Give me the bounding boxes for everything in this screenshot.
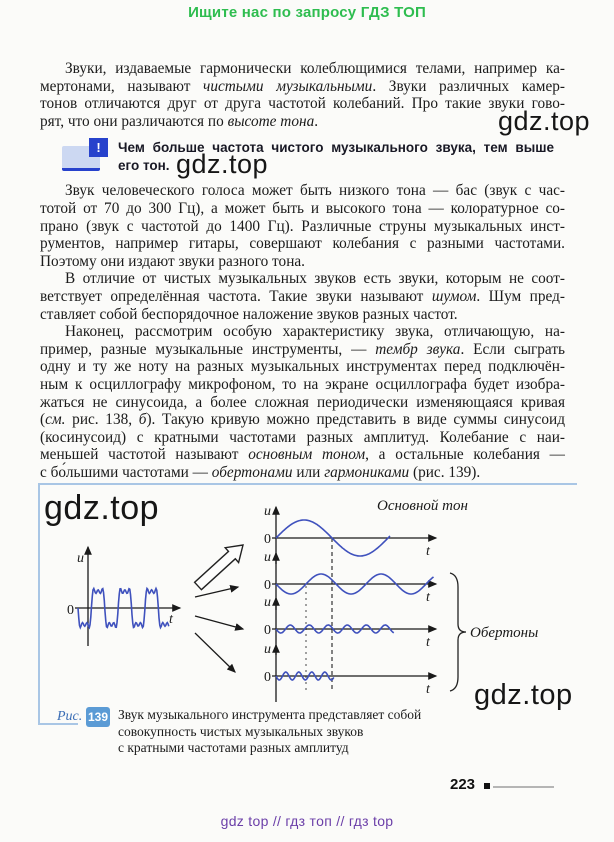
figure-139 bbox=[38, 483, 577, 773]
axis-u-label: u bbox=[77, 551, 84, 566]
header-promo-text: Ищите нас по запросу ГДЗ ТОП bbox=[188, 4, 426, 21]
overtones-brace bbox=[450, 573, 466, 691]
text-line: с бо́льшими частотами — обертонами или гармониками (рис. 139). bbox=[40, 463, 481, 481]
axis-zero-label: 0 bbox=[264, 532, 271, 547]
text-line: В отличие от чистых музыкальных звуков есть звуки, которым не соот- bbox=[65, 270, 565, 288]
source-plot bbox=[67, 547, 180, 646]
text-line: с кратными частотами разных амплитуд bbox=[118, 740, 349, 755]
figure-number-badge: 139 bbox=[86, 707, 110, 727]
text-line: ветствует определённая частота. Такие звуки называют шумом. Шум пред- bbox=[40, 287, 565, 305]
big-arrow-icon bbox=[195, 545, 243, 590]
figure-caption bbox=[57, 707, 567, 757]
arrow-icon bbox=[195, 633, 235, 672]
text-line: его тон. bbox=[118, 158, 170, 174]
text-line: Звук музыкального инструмента представляет собой bbox=[118, 707, 422, 722]
paragraph bbox=[40, 270, 565, 323]
text-line: (косинусоид) с кратными частотами разных амплитуд. Колебание с наи- bbox=[40, 428, 565, 446]
axis-zero-label: 0 bbox=[264, 670, 271, 685]
axis-u-label: u bbox=[264, 595, 271, 610]
figure-label: Рис. bbox=[57, 709, 83, 724]
text-line: пример, разные музыкальные инструменты, — тембр звука. Если сыграть bbox=[40, 340, 565, 358]
harmonic-plot-2 bbox=[264, 550, 436, 610]
text-line: Наконец, рассмотрим особую характеристику звука, отличающую, на- bbox=[65, 323, 565, 341]
axis-t-label: t bbox=[426, 590, 430, 605]
text-line: Звуки, издаваемые гармонически колеблющимися телами, например ка- bbox=[65, 60, 565, 77]
text-line: Чем больше частота чистого музыкального звука, тем выше bbox=[118, 140, 554, 156]
page-number-rule bbox=[493, 786, 554, 788]
note-box bbox=[40, 139, 565, 175]
paragraph bbox=[40, 182, 565, 270]
body-text bbox=[40, 60, 565, 481]
text-line: тонов отличаются друг от друга частотой колебаний. Про такие звуки гово- bbox=[40, 95, 565, 113]
watermark: gdz.top bbox=[176, 149, 269, 179]
axis-t-label: t bbox=[169, 612, 173, 627]
figure-caption-text bbox=[118, 707, 567, 757]
paragraph bbox=[40, 323, 565, 481]
harmonic-plot-4 bbox=[264, 642, 436, 702]
watermark: gdz.top bbox=[44, 489, 160, 527]
page-number: 223 bbox=[450, 776, 476, 793]
harmonic-plot-3 bbox=[264, 595, 436, 655]
axis-zero-label: 0 bbox=[264, 623, 271, 638]
text-line: прано (звук с частотой до 1400 Гц). Различные струны музыкальных инст- bbox=[40, 217, 565, 235]
text-line: рят, что они различаются по высоте тона. bbox=[40, 112, 319, 130]
axis-t-label: t bbox=[426, 635, 430, 650]
text-line: (см. рис. 138, б). Такую кривую можно представить в виде суммы синусоид bbox=[40, 411, 565, 429]
axis-u-label: u bbox=[264, 504, 271, 519]
axis-zero-label: 0 bbox=[264, 578, 271, 593]
text-line: рументов, например гитары, совершают колебания с разными частотами. bbox=[40, 235, 565, 253]
axis-zero-label: 0 bbox=[67, 603, 74, 618]
watermark: gdz.top bbox=[474, 679, 573, 711]
axis-t-label: t bbox=[426, 682, 430, 697]
overtones-label: Обертоны bbox=[470, 625, 539, 641]
text-line: совокупность чистых музыкальных звуков bbox=[118, 723, 364, 739]
waveform-diagram bbox=[38, 483, 577, 713]
axis-u-label: u bbox=[264, 550, 271, 565]
text-line: жаться не синусоида, а более сложная периодически изменяющаяся кривая bbox=[40, 393, 565, 411]
arrow-icon bbox=[195, 616, 243, 629]
text-line: ным к осциллографу микрофоном, то на экране осциллографа будет изобра- bbox=[40, 375, 565, 393]
text-line: Поэтому они издают звуки разного тона. bbox=[40, 252, 305, 270]
watermark: gdz.top bbox=[498, 106, 591, 136]
text-line: меньшей частотой называют основным тоном, а остальные колебания — bbox=[40, 446, 565, 464]
text-line: Звук человеческого голоса может быть низкого тона — бас (звук с час- bbox=[65, 182, 565, 200]
page-number-marker bbox=[484, 783, 490, 789]
note-text bbox=[118, 139, 554, 175]
paragraph bbox=[40, 60, 565, 130]
text-line: мертонами, называют чистыми музыкальными. Звуки различных камер- bbox=[40, 77, 565, 95]
text-line: ставляет собой беспорядочное наложение звуков разных частот. bbox=[40, 305, 458, 323]
fundamental-label: Основной тон bbox=[377, 498, 468, 514]
axis-t-label: t bbox=[426, 544, 430, 559]
axis-u-label: u bbox=[264, 642, 271, 657]
text-line: одну и ту же ноту на разных музыкальных инструментах перед подключён- bbox=[40, 358, 565, 376]
footer-promo-text: gdz top // гдз топ // гдз top bbox=[220, 813, 394, 829]
exclamation-icon bbox=[62, 138, 109, 171]
note-icon-bang: ! bbox=[89, 138, 108, 157]
text-line: тотой от 70 до 300 Гц), а может быть и высокого тона — колоратурное со- bbox=[40, 199, 565, 217]
